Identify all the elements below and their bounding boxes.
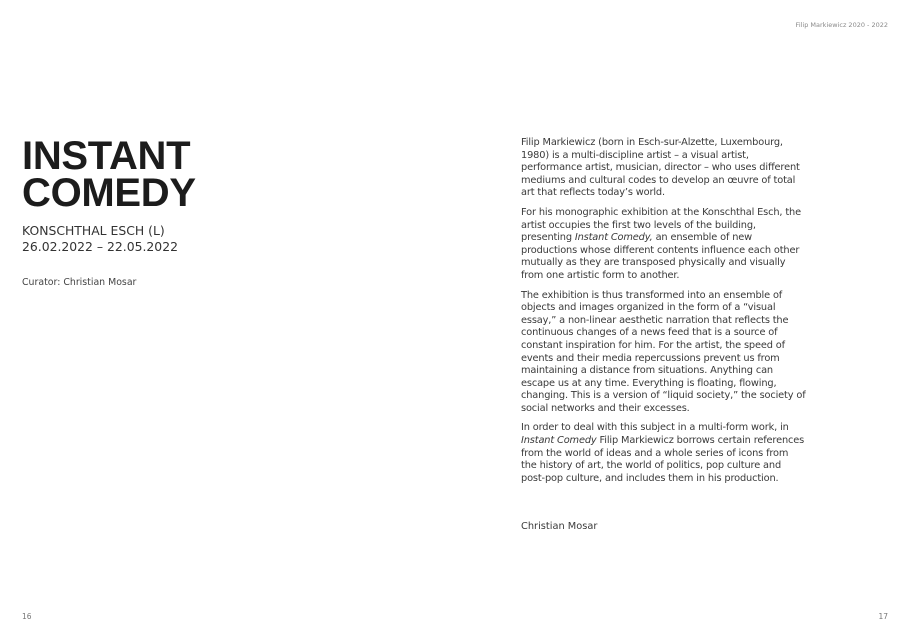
paragraph-2 (521, 207, 806, 283)
paragraph-4-lead: In order to deal with this subject in a multi-form work, in (521, 422, 789, 434)
venue-block (22, 223, 178, 255)
paragraph-3: The exhibition is thus transformed into an ensemble of objects and images organized in the form of a “visual essay,” a non-linear aesthetic narration that reflects the continuous changes of a news feed that is a source of constant inspiration for him. For the artist, the speed of events and their media repercussions prevent us from maintaining a distance from situations. Anything can escape us at any time. Everything is floating, flowing, changing. This is a version of “liquid society,” the society of social networks and their excesses. (521, 289, 806, 414)
page-number-right: 17 (878, 612, 888, 621)
paragraph-4-rest: Filip Markiewicz borrows certain references from the world of ideas and a whole series of icons from the history of art, the world of politics, pop culture and post-pop culture, and includes them in his production. (521, 435, 805, 484)
exhibition-dates: 26.02.2022 – 22.05.2022 (22, 239, 178, 254)
paragraph-4 (521, 422, 806, 485)
paragraph-2-lead: For his monographic exhibition at the Konschthal Esch, the artist occupies the first two levels of the building, presenting (521, 206, 801, 244)
page-number-left: 16 (22, 612, 32, 621)
exhibition-title-italic: Instant Comedy, (574, 232, 653, 244)
title-line-1: INSTANT (22, 134, 191, 178)
curator-credit: Curator: Christian Mosar (22, 277, 137, 288)
exhibition-title (22, 134, 196, 215)
paragraph-1: Filip Markiewicz (born in Esch-sur-Alzette, Luxembourg, 1980) is a multi-discipline artist – a visual artist, performance artist, musician, director – who uses different mediums and cultural codes to develop an œuvre of total art that reflects today’s world. (521, 137, 800, 199)
paragraph-2-rest: an ensemble of new productions whose different contents influence each other mutually as they are transposed physically and visually from one artistic form to another. (521, 232, 800, 281)
essay-text (521, 137, 806, 492)
running-header: Filip Markiewicz 2020 - 2022 (795, 21, 888, 29)
exhibition-title-italic-2: Instant Comedy (521, 435, 597, 447)
title-line-2: COMEDY (22, 171, 196, 215)
venue-name: KONSCHTHAL ESCH (L) (22, 223, 165, 238)
author-signature: Christian Mosar (521, 521, 598, 532)
